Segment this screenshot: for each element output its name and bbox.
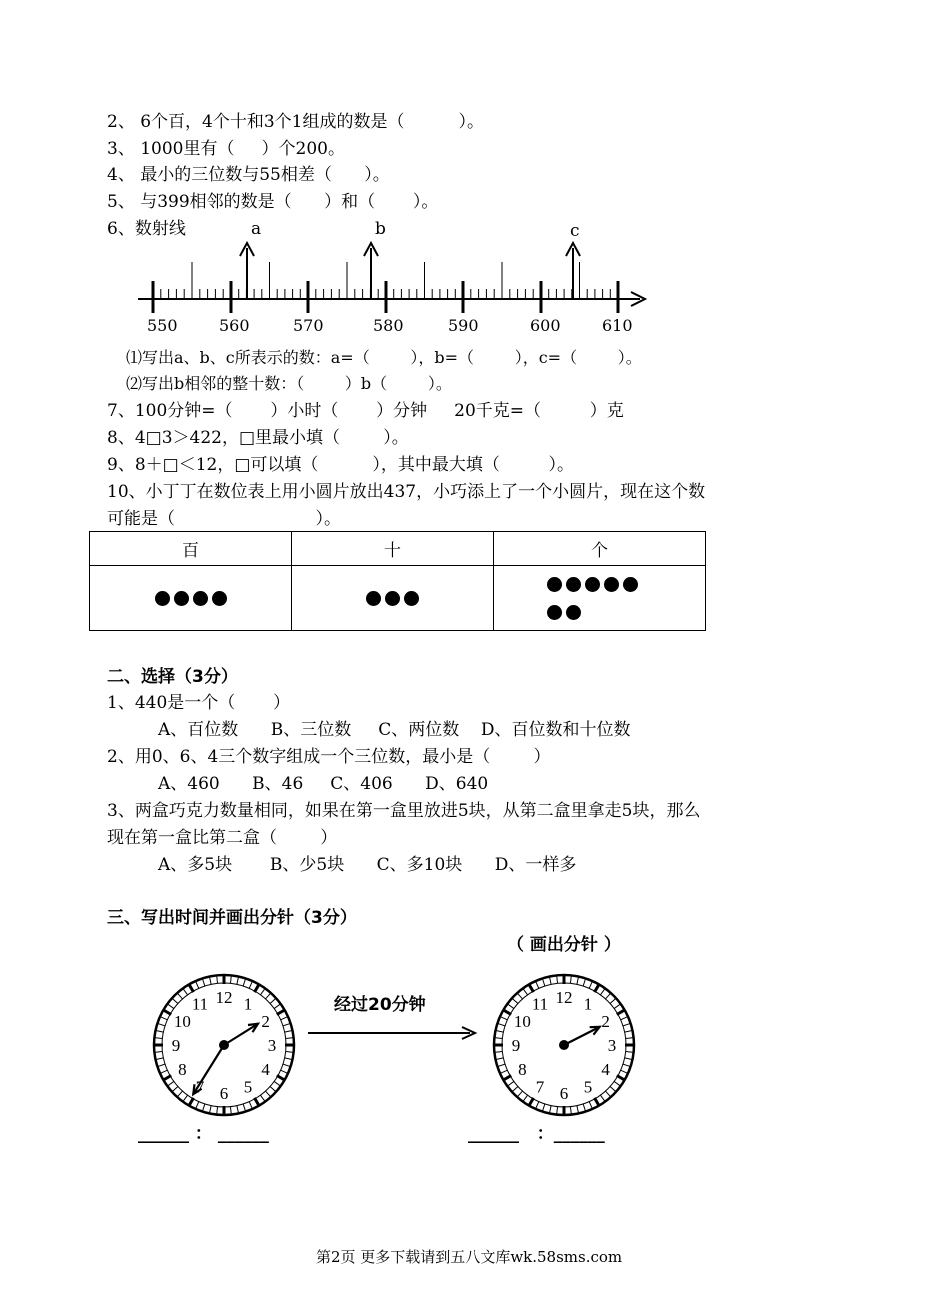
clock-number: 7 bbox=[535, 1077, 545, 1097]
header-hundreds: 百 bbox=[90, 532, 292, 566]
choice-q3-line1: 3、两盒巧克力数量相同，如果在第一盒里放进5块，从第二盒里拿走5块，那么 bbox=[107, 801, 701, 821]
clock-number: 9 bbox=[511, 1036, 521, 1055]
question-6: 6、数射线 bbox=[107, 219, 186, 239]
clock-number: 4 bbox=[601, 1060, 610, 1079]
question-9: 9、8＋□＜12，□可以填（ ），其中最大填（ ）。 bbox=[107, 455, 575, 475]
question-6-2: ⑵写出b相邻的整十数：（ ）b（ ）。 bbox=[126, 374, 452, 393]
clock-number: 2 bbox=[601, 1012, 610, 1031]
clock-number: 8 bbox=[178, 1060, 187, 1079]
elapsed-time-label: 经过20分钟 bbox=[334, 995, 426, 1015]
header-tens: 十 bbox=[292, 532, 494, 566]
clock-number: 12 bbox=[215, 988, 233, 1007]
clock-number: 12 bbox=[555, 988, 573, 1007]
clock-number: 4 bbox=[261, 1060, 270, 1079]
clock-number: 2 bbox=[261, 1012, 270, 1031]
marker-label-b: b bbox=[375, 219, 386, 239]
header-ones: 个 bbox=[494, 532, 706, 566]
section-2-title: 二、选择（3分） bbox=[107, 667, 238, 687]
question-10-line1: 10、小丁丁在数位表上用小圆片放出437，小巧添上了一个小圆片，现在这个数 bbox=[107, 482, 706, 502]
question-8: 8、4□3＞422，□里最小填（ ）。 bbox=[107, 428, 409, 448]
clock-number: 3 bbox=[607, 1036, 617, 1055]
draw-minute-hand-label: （ 画出分针 ） bbox=[507, 935, 621, 955]
clock-number: 6 bbox=[559, 1084, 569, 1103]
clock-hub bbox=[219, 1040, 229, 1050]
choice-q2: 2、用0、6、4三个数字组成一个三位数，最小是（ ） bbox=[107, 747, 551, 767]
clock-number: 11 bbox=[531, 994, 549, 1014]
question-5: 5、 与399相邻的数是（ ）和（ ）。 bbox=[107, 192, 439, 212]
choice-q1: 1、440是一个（ ） bbox=[107, 693, 291, 713]
clock-hub bbox=[559, 1040, 569, 1050]
question-7: 7、100分钟=（ ）小时（ ）分钟 20千克=（ ）克 bbox=[107, 401, 624, 421]
clock-number: 10 bbox=[513, 1012, 531, 1031]
tick-label-610: 610 bbox=[602, 316, 633, 335]
clock-number: 8 bbox=[518, 1060, 527, 1079]
time-answer-left: ______ ： ______ bbox=[138, 1124, 269, 1144]
choice-q1-options: A、百位数 B、三位数 C、两位数 D、百位数和十位数 bbox=[158, 720, 631, 740]
tick-label-600: 600 bbox=[530, 316, 561, 335]
question-3: 3、 1000里有（ ）个200。 bbox=[107, 139, 345, 159]
choice-q3-line2: 现在第一盒比第二盒（ ） bbox=[107, 828, 338, 848]
clock-number: 10 bbox=[173, 1012, 191, 1031]
tick-label-550: 550 bbox=[147, 316, 178, 335]
question-4: 4、 最小的三位数与55相差（ ）。 bbox=[107, 165, 390, 185]
clock-number: 11 bbox=[191, 994, 209, 1014]
clock-end bbox=[494, 975, 634, 1115]
clock-number: 9 bbox=[171, 1036, 181, 1055]
clock-number: 1 bbox=[583, 994, 593, 1014]
marker-label-c: c bbox=[570, 221, 580, 241]
choice-q3-options: A、多5块 B、少5块 C、多10块 D、一样多 bbox=[158, 855, 577, 875]
choice-q2-options: A、460 B、46 C、406 D、640 bbox=[158, 774, 489, 794]
tick-label-590: 590 bbox=[448, 316, 479, 335]
tick-label-580: 580 bbox=[373, 316, 404, 335]
clock-number: 5 bbox=[243, 1077, 253, 1097]
question-2: 2、 6个百，4个十和3个1组成的数是（ ）。 bbox=[107, 112, 485, 132]
question-10-line2: 可能是（ ）。 bbox=[107, 509, 341, 529]
clock-number: 6 bbox=[219, 1084, 229, 1103]
clock-start bbox=[154, 975, 294, 1115]
tick-label-560: 560 bbox=[219, 316, 250, 335]
time-answer-right: ______ ：______ bbox=[468, 1124, 605, 1144]
tick-label-570: 570 bbox=[293, 316, 324, 335]
question-6-1: ⑴写出a、b、c所表示的数：a=（ ），b=（ ），c=（ ）。 bbox=[126, 348, 642, 367]
marker-label-a: a bbox=[251, 219, 262, 239]
section-3-title: 三、写出时间并画出分针（3分） bbox=[107, 908, 357, 928]
clock-number: 1 bbox=[243, 994, 253, 1014]
page-footer: 第2页 更多下载请到五八文库wk.58sms.com bbox=[316, 1248, 623, 1266]
clock-number: 3 bbox=[267, 1036, 277, 1055]
clock-number: 5 bbox=[583, 1077, 593, 1097]
clock-number: 7 bbox=[195, 1077, 205, 1097]
